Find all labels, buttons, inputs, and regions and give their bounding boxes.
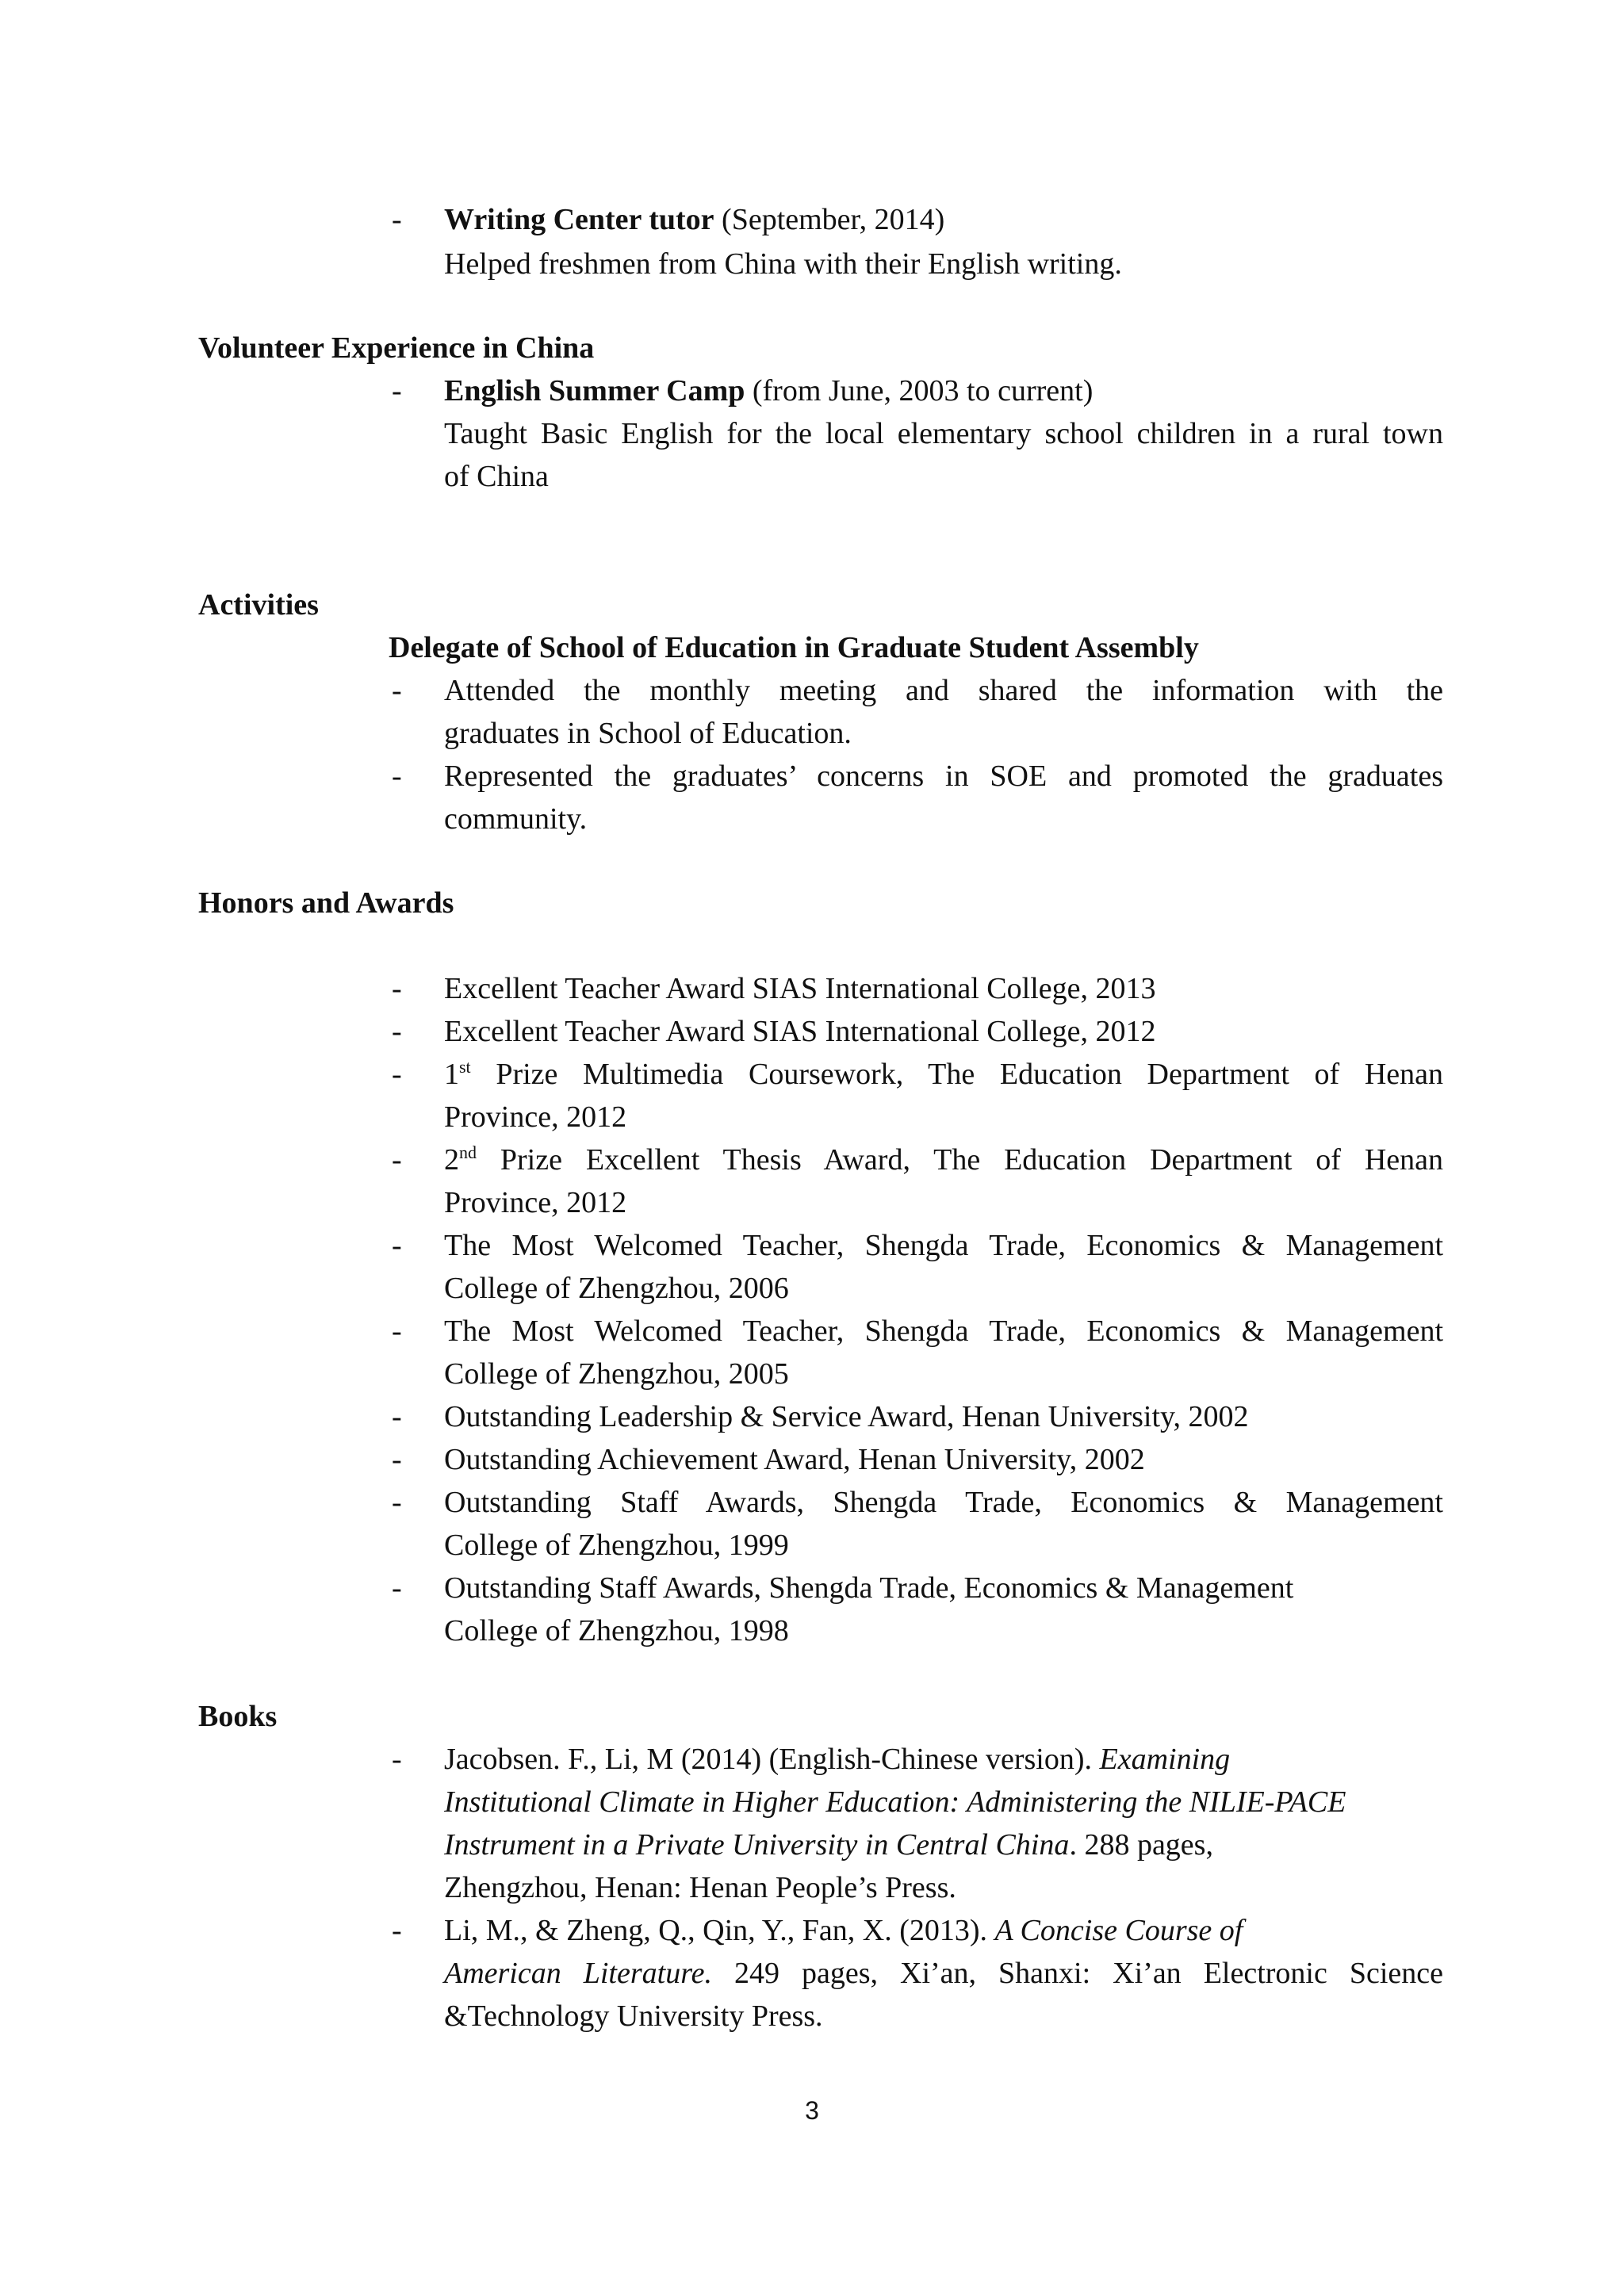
book-publisher-line: Zhengzhou, Henan: Henan People’s Press. (444, 1871, 956, 1904)
list-dash: - (392, 1486, 402, 1519)
ordinal-suffix: nd (459, 1142, 477, 1162)
volunteer-entry (444, 369, 1443, 412)
list-item-line: Represented the graduates’ concerns in SOE and promoted the graduates (444, 760, 1443, 793)
ordinal-number: 2 (444, 1143, 459, 1177)
list-dash: - (392, 1229, 402, 1262)
section-heading-honors: Honors and Awards (198, 886, 454, 920)
book-citation-line (444, 1738, 1443, 1781)
book-citation-line (444, 1823, 1443, 1866)
list-dash: - (392, 203, 402, 236)
book-title: Instrument in a Private University in Central China (444, 1828, 1070, 1862)
list-dash: - (392, 972, 402, 1005)
page-number: 3 (805, 2096, 819, 2125)
section-heading-volunteer: Volunteer Experience in China (198, 331, 595, 365)
entry-description-line: of China (444, 460, 549, 493)
list-dash: - (392, 374, 402, 408)
book-citation-line (444, 1952, 1443, 1995)
award-item-line: Province, 2012 (444, 1186, 627, 1219)
ordinal-suffix: st (459, 1057, 471, 1077)
award-item-line: College of Zhengzhou, 2006 (444, 1272, 789, 1305)
award-item: Outstanding Staff Awards, Shengda Trade, Economics & Management (444, 1486, 1443, 1519)
award-item-line: College of Zhengzhou, 1999 (444, 1529, 789, 1562)
book-title: American Literature. (444, 1957, 712, 1990)
award-item-line: Province, 2012 (444, 1100, 627, 1134)
citation-authors: Jacobsen. F., Li, M (2014) (English-Chinese version). (444, 1743, 1100, 1776)
activities-subheading: Delegate of School of Education in Graduate Student Assembly (389, 631, 1199, 664)
book-publisher-line: &Technology University Press. (444, 1999, 823, 2033)
list-dash: - (392, 1143, 402, 1177)
award-text: Prize Excellent Thesis Award, The Education Department of Henan (500, 1143, 1444, 1177)
award-item: Outstanding Achievement Award, Henan University, 2002 (444, 1443, 1145, 1476)
section-heading-books: Books (198, 1700, 278, 1733)
entry-description-line: Taught Basic English for the local elementary school children in a rural town (444, 417, 1443, 450)
citation-details: 249 pages, Xi’an, Shanxi: Xi’an Electronic Science (711, 1957, 1443, 1990)
book-title: Examining (1099, 1743, 1231, 1776)
list-item-line: Attended the monthly meeting and shared the information with the (444, 674, 1443, 707)
section-heading-activities: Activities (198, 588, 319, 622)
list-dash: - (392, 1743, 402, 1776)
award-item: Outstanding Leadership & Service Award, Henan University, 2002 (444, 1400, 1249, 1433)
list-dash: - (392, 1914, 402, 1947)
award-item: Excellent Teacher Award SIAS International College, 2013 (444, 972, 1156, 1005)
award-item-line: College of Zhengzhou, 2005 (444, 1357, 789, 1391)
citation-details: . 288 pages, (1069, 1828, 1213, 1862)
writing-center-entry (444, 198, 1443, 241)
list-item-line: community. (444, 802, 588, 836)
book-citation-line (444, 1909, 1443, 1952)
citation-authors: Li, M., & Zheng, Q., Qin, Y., Fan, X. (2013). (444, 1914, 995, 1947)
list-dash: - (392, 1571, 402, 1605)
book-title: A Concise Course of (994, 1914, 1243, 1947)
list-dash: - (392, 1314, 402, 1348)
ordinal-number: 1 (444, 1058, 459, 1091)
list-dash: - (392, 1015, 402, 1048)
award-item: Outstanding Staff Awards, Shengda Trade, Economics & Management (444, 1571, 1294, 1605)
list-dash: - (392, 1443, 402, 1476)
award-item: Excellent Teacher Award SIAS International College, 2012 (444, 1015, 1156, 1048)
award-item: The Most Welcomed Teacher, Shengda Trade, Economics & Management (444, 1229, 1443, 1262)
entry-description: Helped freshmen from China with their English writing. (444, 247, 1122, 281)
list-dash: - (392, 1400, 402, 1433)
list-item-line: graduates in School of Education. (444, 717, 852, 750)
award-item (444, 1053, 1443, 1096)
entry-date: (September, 2014) (722, 203, 945, 236)
award-text: Prize Multimedia Coursework, The Education Department of Henan (496, 1058, 1444, 1091)
entry-title: Writing Center tutor (444, 203, 714, 236)
list-dash: - (392, 760, 402, 793)
award-item (444, 1138, 1443, 1181)
book-title-line: Institutional Climate in Higher Education: Administering the NILIE-PACE (444, 1785, 1346, 1819)
list-dash: - (392, 1058, 402, 1091)
list-dash: - (392, 674, 402, 707)
entry-title: English Summer Camp (444, 374, 745, 408)
award-item: The Most Welcomed Teacher, Shengda Trade, Economics & Management (444, 1314, 1443, 1348)
entry-date: (from June, 2003 to current) (752, 374, 1094, 408)
award-item-line: College of Zhengzhou, 1998 (444, 1614, 789, 1647)
